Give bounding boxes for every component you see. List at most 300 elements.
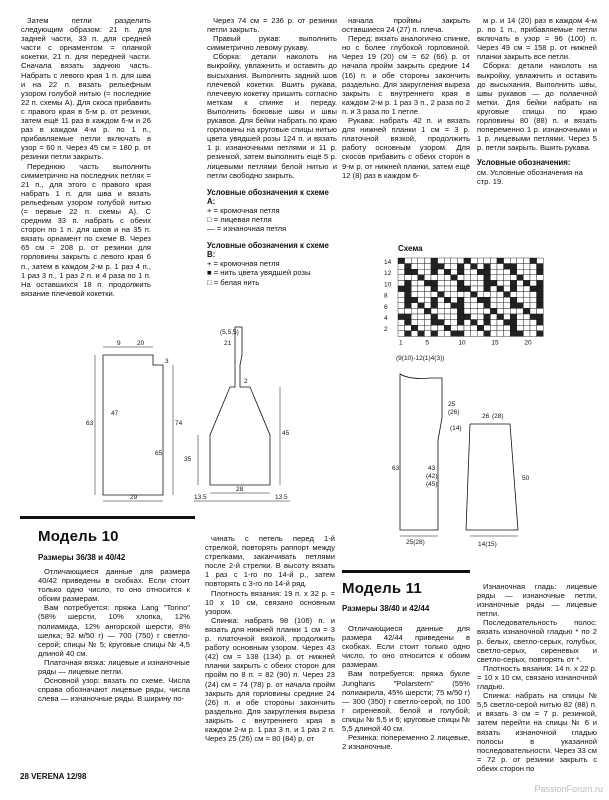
schema-cell (517, 258, 524, 264)
schema-cell (411, 331, 418, 337)
schema-cell (405, 275, 412, 281)
schema-cell (484, 264, 491, 270)
schema-cell (471, 258, 478, 264)
dim-label: 47 (111, 410, 119, 417)
schema-cell (510, 308, 517, 314)
schema-cell (523, 320, 530, 326)
divider (20, 516, 195, 519)
model11-size: Размеры 38/40 и 42/44 (342, 604, 430, 613)
schema-cell (504, 320, 511, 326)
schema-cell (418, 297, 425, 303)
dim-label: 13.5 (194, 494, 207, 501)
schema-cell (477, 303, 484, 309)
schema-row-label: 12 (384, 270, 392, 278)
schema-cell (497, 286, 504, 292)
paragraph: Плотность вязания: 19 п. x 32 р. = 10 x 10 см, связано основным узором. (205, 588, 335, 616)
schema-cell (405, 286, 412, 292)
page-footer: 28 VERENA 12/98 (20, 772, 87, 781)
schema-cell (510, 314, 517, 320)
legend-item: □ = лицевая петля (207, 214, 272, 224)
schema-cell (530, 297, 537, 303)
schema-cell (411, 325, 418, 331)
schema-cell (537, 269, 544, 275)
schema-cell (537, 308, 544, 314)
schema-cell (398, 286, 405, 292)
schema-cell (431, 314, 438, 320)
schema-cell (431, 264, 438, 270)
schema-cell (418, 258, 425, 264)
schema-row-label: 6 (384, 303, 388, 311)
pattern-diagram-body (85, 325, 185, 503)
schema-cell (424, 297, 431, 303)
schema-cell (510, 320, 517, 326)
schema-cell (484, 275, 491, 281)
schema-cell (451, 297, 458, 303)
top-col-2 (207, 16, 337, 287)
schema-cell (471, 292, 478, 298)
schema-cell (424, 331, 431, 337)
legend-b-title: Условные обозначения к схеме В: (207, 241, 329, 260)
dim-label: 20 (137, 340, 145, 347)
schema-cell (398, 280, 405, 286)
schema-cell (411, 269, 418, 275)
schema-cell (530, 286, 537, 292)
schema-cell (451, 275, 458, 281)
schema-cell (537, 286, 544, 292)
schema-cell (398, 314, 405, 320)
schema-cell (418, 280, 425, 286)
schema-cell (398, 331, 405, 337)
schema-cell (477, 258, 484, 264)
schema-cell (530, 258, 537, 264)
schema-cell (411, 314, 418, 320)
schema-cell (504, 292, 511, 298)
schema-cell (523, 280, 530, 286)
schema-cell (517, 292, 524, 298)
schema-cell (484, 308, 491, 314)
model10-title: Модель 10 (38, 528, 119, 545)
schema-cell (438, 320, 445, 326)
schema-cell (431, 308, 438, 314)
schema-cell (411, 275, 418, 281)
schema-cell (464, 303, 471, 309)
dim-label: (26) (448, 409, 460, 416)
schema-cell (424, 286, 431, 292)
schema-cell (424, 258, 431, 264)
schema-cell (431, 275, 438, 281)
schema-cell (484, 286, 491, 292)
dim-label: (9(10)-12(1)4(3)) (396, 355, 445, 362)
model10-size: Размеры 36/38 и 40/42 (38, 553, 126, 562)
schema-row-label: 4 (384, 315, 388, 322)
schema-cell (431, 303, 438, 309)
schema-chart (380, 254, 550, 346)
schema-cell (510, 331, 517, 337)
schema-cell (424, 280, 431, 286)
paragraph: Правый рукав: выполнить симметрично левому рукаву. (207, 34, 337, 53)
schema-cell (510, 297, 517, 303)
schema-cell (537, 320, 544, 326)
schema-cell (504, 280, 511, 286)
dim-label: 63 (86, 420, 94, 427)
schema-cell (398, 308, 405, 314)
dim-label: 9 (117, 340, 121, 347)
schema-cell (510, 258, 517, 264)
dim-label: 25 (448, 401, 456, 408)
schema-cell (537, 297, 544, 303)
schema-cell (405, 325, 412, 331)
schema-cell (497, 320, 504, 326)
dim-label: 43 (428, 465, 436, 472)
top-col-3 (342, 16, 470, 180)
schema-cell (517, 320, 524, 326)
schema-cell (504, 297, 511, 303)
schema-cell (431, 286, 438, 292)
schema-cell (504, 269, 511, 275)
schema-cell (398, 258, 405, 264)
schema-cell (523, 258, 530, 264)
schema-cell (457, 269, 464, 275)
schema-cell (537, 325, 544, 331)
paragraph: Резинка: попеременно 2 лицевые, 2 изнаночные. (342, 733, 470, 752)
schema-cell (504, 325, 511, 331)
schema-cell (477, 331, 484, 337)
schema-cell (523, 275, 530, 281)
schema-cell (451, 258, 458, 264)
schema-cell (471, 269, 478, 275)
paragraph: Через 74 см = 236 р. от резинки петли закрыть. (207, 16, 337, 35)
schema-cell (398, 275, 405, 281)
schema-cell (490, 314, 497, 320)
schema-cell (424, 325, 431, 331)
schema-cell (484, 292, 491, 298)
legend-item: + = кромочная петля (207, 259, 280, 269)
schema-cell (431, 280, 438, 286)
schema-cell (537, 280, 544, 286)
schema-cell (457, 308, 464, 314)
model11-title: Модель 11 (342, 580, 422, 597)
schema-cell (444, 331, 451, 337)
schema-col-label: 1 (399, 339, 403, 346)
schema-cell (517, 314, 524, 320)
schema-cell (438, 258, 445, 264)
paragraph: Затем петли разделить следующим образом: 21 п. для задней части, 33 п. для средней части с орнаментом = планкой кокетки, 21 п. для передней части. Сначала вязать заднюю часть. Набрать с левого края 1 п. для шва и на 22 п. вязать рельефным узором голубой нитью (= последние 22 п. схемы А). Для скоса прибавить с правого края в 5-м р. от резинки, затем ещё 11 раз в каждом 6-м и 26 раз в каждом 4-м р. по 1 п., прибавляемые петли включать в узор = 60 п. Через 45 см = 180 р. от резинки петли закрыть. (21, 16, 151, 162)
schema-cell (471, 325, 478, 331)
schema-cell (523, 264, 530, 270)
dim-label: 45 (282, 430, 290, 437)
schema-cell (438, 264, 445, 270)
schema-cell (451, 264, 458, 270)
dim-label: 29 (130, 494, 138, 501)
schema-col-label: 20 (524, 339, 532, 346)
schema-cell (484, 320, 491, 326)
schema-cell (444, 292, 451, 298)
schema-cell (497, 325, 504, 331)
dim-label: 65 (155, 450, 163, 457)
dim-label: (28) (492, 413, 504, 420)
schema-cell (497, 292, 504, 298)
schema-cell (490, 264, 497, 270)
schema-cell (471, 264, 478, 270)
schema-row-label: 10 (384, 281, 392, 289)
schema-cell (537, 314, 544, 320)
schema-cell (444, 264, 451, 270)
schema-cell (490, 308, 497, 314)
top-col-1 (21, 16, 151, 298)
schema-cell (471, 275, 478, 281)
dim-label: 13.5 (275, 494, 288, 501)
schema-cell (490, 297, 497, 303)
schema-cell (405, 331, 412, 337)
schema-cell (418, 264, 425, 270)
schema-cell (471, 286, 478, 292)
pattern-diagram-model11 (370, 350, 540, 550)
schema-cell (418, 303, 425, 309)
paragraph: Сборка: детали наколоть на выкройку, увлажнить и оставить до высыхания. Выполнить задний шов плечевой кокетки. Вшить рукава, плечевую кокетку пришить согласно меткам к спинке и переду. Выполнить боковые швы и швы рукавов. Для бейки набрать по краю горловины на круговые спицы нитью цвета увядшей розы 124 п. и вязать 1 р. изнаночными петлями и 11 р. резинкой, затем выполнить ещё 5 р. лицевыми петлями белой нитью и петли свободно закрыть. (207, 52, 337, 180)
schema-cell (457, 292, 464, 298)
dim-label: (45) (426, 481, 438, 488)
paragraph: Спинка: набрать на спицы № 5,5 светло-серой нитью 82 (88) п. и вязать 3 см = 7 р. резинкой, затем перейти на спицы № 6 и вязать изнаночной гладью полосы в указанной последовательности. Через 33 см = 72 р. от резинки закрыть с обеих сторон по (477, 691, 597, 773)
schema-cell (464, 320, 471, 326)
schema-cell (451, 331, 458, 337)
schema-cell (457, 286, 464, 292)
schema-cell (424, 308, 431, 314)
paragraph: чинать с петель перед 1-й стрелкой, повторять раппорт между стрелками, заканчивать петлями после 2-й стрелки. В высоту вязать 1 раз с 1-го по 14-й р., затем повторять с 3-го по 14-й ряд. (205, 534, 335, 589)
schema-cell (517, 331, 524, 337)
schema-cell (490, 269, 497, 275)
schema-cell (504, 258, 511, 264)
schema-cell (451, 320, 458, 326)
schema-cell (517, 308, 524, 314)
schema-col-label: 10 (458, 339, 466, 346)
schema-cell (530, 325, 537, 331)
schema-cell (504, 286, 511, 292)
schema-cell (471, 303, 478, 309)
schema-cell (431, 292, 438, 298)
schema-cell (497, 275, 504, 281)
schema-cell (490, 286, 497, 292)
schema-cell (530, 314, 537, 320)
paragraph: Основной узор: вязать по схеме. Числа справа обозначают лицевые ряды, числа слева — изнаночные ряды. В ширину по- (38, 676, 190, 704)
schema-cell (530, 308, 537, 314)
schema-cell (517, 280, 524, 286)
schema-cell (484, 269, 491, 275)
paragraph: Плотность вязания: 14 п. x 22 р. = 10 x 10 см, связано изнаночной гладью. (477, 663, 597, 692)
pattern-diagram-sleeve (180, 325, 310, 503)
schema-cell (444, 269, 451, 275)
schema-cell (418, 308, 425, 314)
schema-cell (490, 320, 497, 326)
schema-cell (411, 258, 418, 264)
schema-cell (398, 325, 405, 331)
schema-cell (411, 280, 418, 286)
schema-cell (523, 269, 530, 275)
schema-cell (530, 320, 537, 326)
schema-cell (490, 280, 497, 286)
schema-cell (431, 258, 438, 264)
schema-cell (497, 269, 504, 275)
schema-cell (484, 303, 491, 309)
dim-label: (5,5,5) (220, 329, 239, 336)
schema-cell (471, 331, 478, 337)
schema-cell (457, 314, 464, 320)
schema-cell (523, 308, 530, 314)
dim-label: 50 (522, 475, 530, 482)
schema-cell (418, 314, 425, 320)
schema-cell (490, 325, 497, 331)
dim-label: 21 (224, 340, 232, 347)
paragraph: Отличающиеся данные для размера 40/42 приведены в скобках. Если стоит только одно число, то оно относится к обоим размерам. (38, 567, 190, 604)
paragraph: Сборка: детали наколоть на выкройку, увлажнить и оставить до высыхания. Выполнить швы, швы рукавов — до полаечной метки. Для бейки набрать на круговые спицы по краю горловины 80 (88) п. и вязать попеременно 1 р. изнаночными и 1 р. лицевыми петлями. Через 5 р. петли закрыть. Вшить рукава. (477, 61, 597, 153)
schema-cell (510, 286, 517, 292)
schema-cell (464, 325, 471, 331)
paragraph: Отличающиеся данные для размера 42/44 приведены в скобках. Если стоит только одно число, то оно относится к обоим размерам. (342, 624, 470, 670)
schema-cell (418, 320, 425, 326)
paragraph: Платочная вязка: лицевые и изнаночные ряды — лицевые петли. (38, 657, 190, 677)
schema-cell (438, 331, 445, 337)
schema-cell (411, 264, 418, 270)
schema-cell (464, 269, 471, 275)
schema-cell (517, 275, 524, 281)
schema-cell (451, 269, 458, 275)
schema-cell (424, 264, 431, 270)
schema-cell (537, 292, 544, 298)
schema-cell (464, 297, 471, 303)
schema-cell (484, 280, 491, 286)
schema-row-labels (384, 259, 392, 333)
schema-cell (477, 269, 484, 275)
schema-cell (490, 258, 497, 264)
schema-cell (444, 297, 451, 303)
paragraph: Последовательность полос: вязать изнаночной гладью * по 2 р. белых, светло-серых, голубых, светло-серых, сиреневых и светло-серых, повторять от *. (477, 618, 597, 664)
schema-col-label: 5 (425, 339, 430, 346)
schema-cell (517, 303, 524, 309)
schema-cell (490, 331, 497, 337)
schema-cell (451, 292, 458, 298)
paragraph: Переднюю часть выполнить симметрично на последних петлях = 21 п., для этого с правого края набрать 1 п. для шва и вязать рельефным узором голубой нитью (= первые 22 п. схемы А). С средним 33 п. набрать с обеих сторон по 1 п. для швов и на 35 п. вязать орнамент по схеме В. Через 65 см = 208 р. от резинки для горловины закрыть с левого края 6 п., затем в каждом 2-м р. 1 раз 4 п., 1 раз 3 п., 1 раз 2 п. и 4 раза по 1 п. На оставшихся 18 п. продолжить вязание плечевой кокетки. (21, 161, 151, 298)
schema-cell (510, 264, 517, 270)
schema-cell (471, 280, 478, 286)
schema-cell (438, 297, 445, 303)
schema-cell (444, 314, 451, 320)
schema-cell (497, 264, 504, 270)
schema-cell (537, 258, 544, 264)
schema-cell (464, 280, 471, 286)
schema-cell (497, 308, 504, 314)
schema-cell (464, 275, 471, 281)
schema-cell (405, 292, 412, 298)
paragraph: Изнаночная гладь: лицевые ряды — изнаночные петли, изнаночные ряды — лицевые петли. (477, 582, 597, 619)
schema-cell (424, 275, 431, 281)
schema-cell (457, 264, 464, 270)
model11-col-1 (342, 624, 470, 751)
schema-cell (438, 292, 445, 298)
schema-cell (451, 286, 458, 292)
schema-cell (477, 280, 484, 286)
schema-cell (464, 258, 471, 264)
schema-cell (523, 314, 530, 320)
schema-row-label: 14 (384, 259, 392, 266)
schema-cell (530, 303, 537, 309)
schema-cell (517, 286, 524, 292)
paragraph: Рукава: набрать 42 п. и вязать для нижней планки 1 см = 3 р. платочной вязкой, продолжить работу основным узором. Для скосов прибавить с обеих сторон в 9-м р. от нижней планки, затем ещё 12 (8) раз в каждом 6- (342, 116, 470, 180)
dim-label: 28 (236, 486, 244, 493)
schema-cell (438, 280, 445, 286)
schema-cell (438, 303, 445, 309)
schema-row-label: 2 (384, 326, 388, 334)
schema-cell (477, 314, 484, 320)
schema-cell (510, 280, 517, 286)
schema-cell (484, 258, 491, 264)
schema-cell (444, 320, 451, 326)
schema-cell (457, 320, 464, 326)
schema-cell (471, 314, 478, 320)
paragraph: Вам потребуется: пряжа букле Junghans "Polarstern" (55% полиакрила, 45% шерсти; 75 м/50 г) — 300 (350) г светло-серой, по 100 г сиреневой, белой и голубой; спицы № 5,5 и 6; круговые спицы № 5,5 длиной 40 см. (342, 669, 470, 734)
schema-cell (504, 303, 511, 309)
paragraph: начала проймы закрыть оставшиеся 24 (27) п. плечa. (342, 16, 470, 35)
schema-cell (457, 275, 464, 281)
schema-cell (444, 280, 451, 286)
schema-cell (424, 292, 431, 298)
schema-cell (457, 280, 464, 286)
schema-cell (471, 320, 478, 326)
schema-cell (405, 314, 412, 320)
legend-item: □ = белая нить (207, 277, 260, 287)
schema-cell (504, 314, 511, 320)
top-col-4 (477, 16, 597, 186)
schema-cell (510, 325, 517, 331)
schema-cell (537, 275, 544, 281)
schema-cell (537, 331, 544, 337)
schema-cell (457, 303, 464, 309)
schema-cell (405, 264, 412, 270)
schema-cell (424, 269, 431, 275)
schema-cell (411, 297, 418, 303)
dim-label: 74 (175, 420, 183, 427)
legend-item: + = кромочная петля (207, 205, 280, 215)
schema-cell (418, 331, 425, 337)
schema-cell (504, 264, 511, 270)
schema-cell (477, 292, 484, 298)
schema-cell (418, 269, 425, 275)
schema-cell (484, 314, 491, 320)
schema-cell (523, 286, 530, 292)
schema-cell (464, 264, 471, 270)
schema-cell (504, 331, 511, 337)
model10-col-2 (205, 534, 335, 743)
dim-label: 25(28) (406, 539, 425, 546)
schema-cell (451, 280, 458, 286)
schema-col-labels (399, 339, 532, 346)
schema-cell (484, 297, 491, 303)
schema-cell (418, 286, 425, 292)
legend-item: — = изнаночная петля (207, 224, 287, 234)
schema-cell (523, 331, 530, 337)
model11-col-2 (477, 582, 597, 773)
schema-cell (398, 303, 405, 309)
schema-cell (510, 292, 517, 298)
schema-cell (431, 297, 438, 303)
schema-cell (398, 320, 405, 326)
schema-cell (504, 275, 511, 281)
dim-label: 35 (184, 456, 192, 463)
schema-cell (398, 297, 405, 303)
schema-cell (510, 269, 517, 275)
schema-cell (490, 303, 497, 309)
schema-cell (405, 303, 412, 309)
schema-cell (431, 331, 438, 337)
schema-cell (405, 320, 412, 326)
